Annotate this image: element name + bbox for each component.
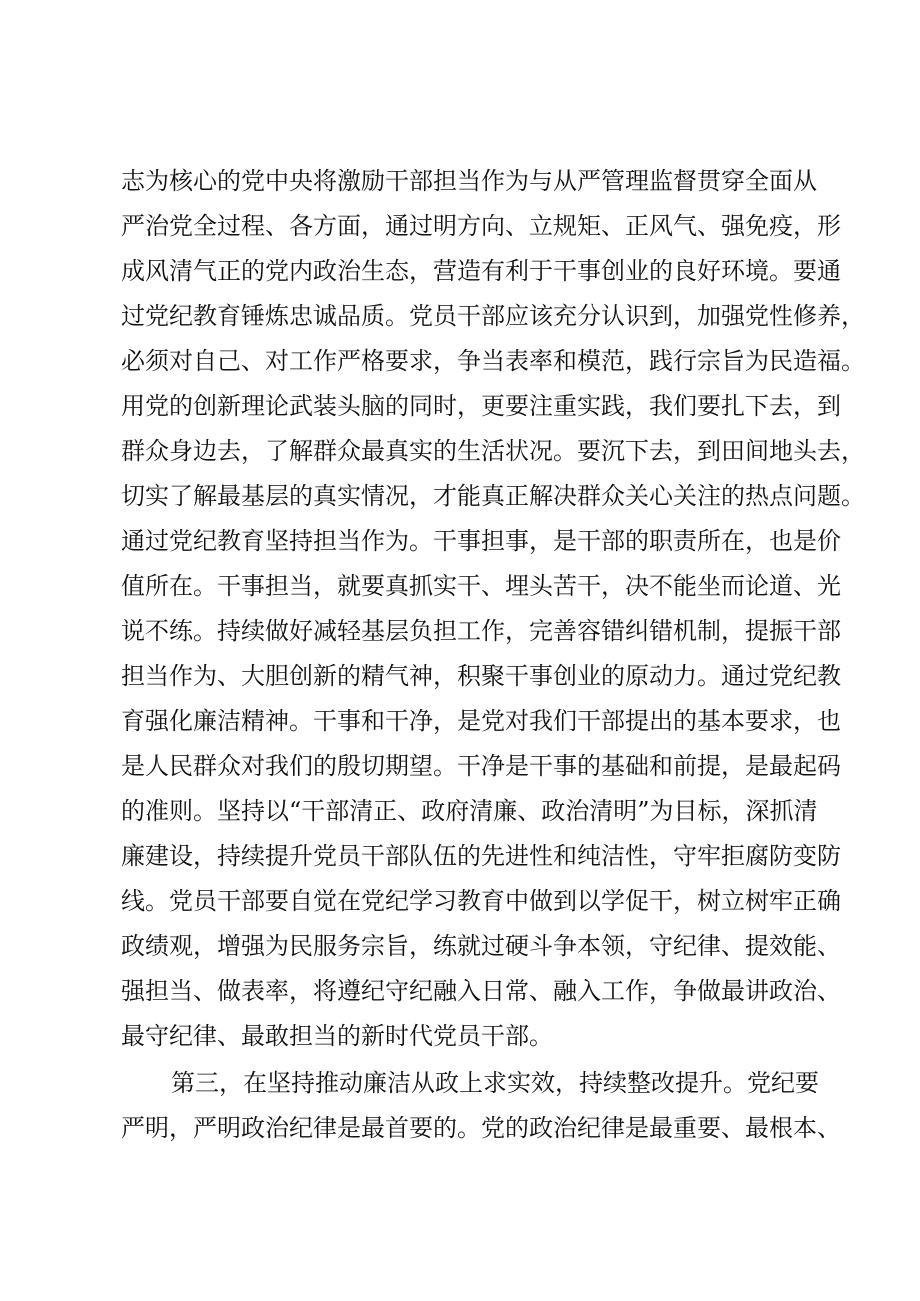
- text-line: 群众身边去，了解群众最真实的生活状况。要沉下去，到田间地头去，: [121, 437, 865, 465]
- text-line: 严明，严明政治纪律是最首要的。党的政治纪律是最重要、最根本、: [121, 1114, 841, 1142]
- text-line: 育强化廉洁精神。干事和干净，是党对我们干部提出的基本要求，也: [121, 707, 841, 735]
- text-line: 政绩观，增强为民服务宗旨，练就过硬斗争本领，守纪律、提效能、: [121, 932, 841, 960]
- text-line: 必须对自己、对工作严格要求，争当表率和模范，践行宗旨为民造福。: [121, 347, 865, 375]
- text-line: 切实了解最基层的真实情况，才能真正解决群众关心关注的热点问题。: [121, 482, 865, 510]
- text-line: 担当作为、大胆创新的精气神，积聚干事创业的原动力。通过党纪教: [121, 662, 841, 690]
- text-line: 成风清气正的党内政治生态，营造有利于干事创业的良好环境。要通: [121, 257, 841, 285]
- text-line: 是人民群众对我们的殷切期望。干净是干事的基础和前提，是最起码: [121, 752, 841, 780]
- text-line: 第三，在坚持推动廉洁从政上求实效，持续整改提升。党纪要: [171, 1069, 819, 1097]
- text-line: 强担当、做表率，将遵纪守纪融入日常、融入工作，争做最讲政治、: [121, 977, 841, 1005]
- text-line: 的准则。坚持以“干部清正、政府清廉、政治清明”为目标，深抓清: [121, 797, 818, 825]
- text-line: 最守纪律、最敢担当的新时代党员干部。: [121, 1022, 553, 1050]
- text-line: 值所在。干事担当，就要真抓实干、埋头苦干，决不能坐而论道、光: [121, 572, 841, 600]
- text-line: 严治党全过程、各方面，通过明方向、立规矩、正风气、强免疫，形: [121, 212, 841, 240]
- text-line: 说不练。持续做好减轻基层负担工作，完善容错纠错机制，提振干部: [121, 617, 841, 645]
- text-line: 线。党员干部要自觉在党纪学习教育中做到以学促干，树立树牢正确: [121, 887, 841, 915]
- text-line: 用党的创新理论武装头脑的同时，更要注重实践，我们要扎下去，到: [121, 392, 841, 420]
- text-line: 通过党纪教育坚持担当作为。干事担事，是干部的职责所在，也是价: [121, 527, 841, 555]
- text-line: 志为核心的党中央将激励干部担当作为与从严管理监督贯穿全面从: [121, 167, 817, 195]
- text-line: 廉建设，持续提升党员干部队伍的先进性和纯洁性，守牢拒腐防变防: [121, 842, 841, 870]
- text-line: 过党纪教育锤炼忠诚品质。党员干部应该充分认识到，加强党性修养，: [121, 302, 865, 330]
